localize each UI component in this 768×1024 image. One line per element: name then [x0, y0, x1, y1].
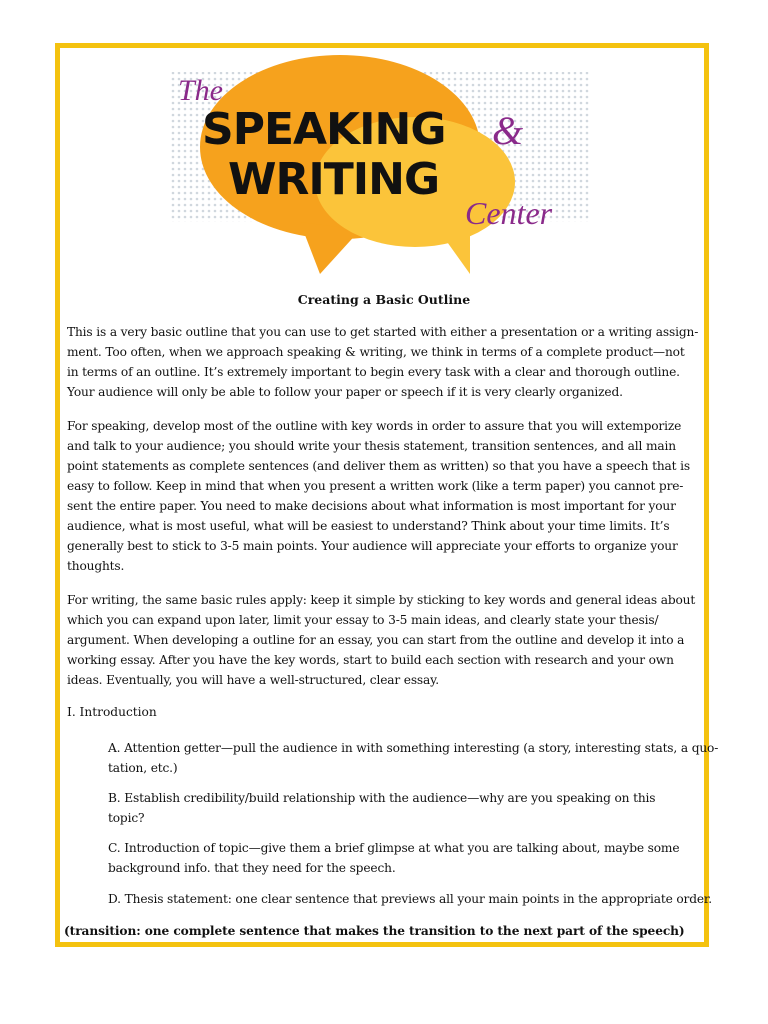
text-line: thoughts.	[67, 559, 125, 573]
writing-paragraph	[67, 590, 707, 690]
transition-note: (transition: one complete sentence that makes the transition to the next part of the speech)	[64, 924, 685, 938]
outline-item-c	[108, 838, 708, 878]
text-line: easy to follow. Keep in mind that when you present a written work (like a term paper) you cannot pre-	[67, 479, 684, 493]
text-line: point statements as complete sentences (and deliver them as written) so that you have a speech that is	[67, 459, 690, 473]
text-line: This is a very basic outline that you can use to get started with either a presentation or a writing assign-	[67, 325, 699, 339]
speaking-writing-center-logo	[170, 52, 590, 277]
text-line: which you can expand upon later, limit your essay to 3-5 main ideas, and clearly state your thesis/	[67, 613, 659, 627]
text-line: For writing, the same basic rules apply: keep it simple by sticking to key words and general ideas about	[67, 593, 696, 607]
outline-heading: I. Introduction	[67, 705, 157, 719]
intro-paragraph	[67, 322, 707, 402]
outline-item-d	[108, 889, 712, 909]
text-line: D. Thesis statement: one clear sentence that previews all your main points in the appropriate order.	[108, 892, 712, 906]
logo-writing: WRITING	[228, 154, 440, 205]
outline-item-b	[108, 788, 708, 828]
text-line: C. Introduction of topic—give them a brief glimpse at what you are talking about, maybe some	[108, 841, 680, 855]
text-line: working essay. After you have the key words, start to build each section with research and your own	[67, 653, 674, 667]
text-line: B. Establish credibility/build relationship with the audience—why are you speaking on this	[108, 791, 656, 805]
document-title: Creating a Basic Outline	[297, 292, 471, 307]
text-line: ment. Too often, when we approach speaking & writing, we think in terms of a complete product—not	[67, 345, 685, 359]
text-line: A. Attention getter—pull the audience in with something interesting (a story, interesting stats, a quo-	[108, 741, 719, 755]
text-line: argument. When developing a outline for an essay, you can start from the outline and develop it into a	[67, 633, 685, 647]
text-line: sent the entire paper. You need to make decisions about what information is most important for your	[67, 499, 676, 513]
text-line: tation, etc.)	[108, 761, 178, 775]
speaking-paragraph	[67, 416, 707, 576]
text-line: ideas. Eventually, you will have a well-structured, clear essay.	[67, 673, 439, 687]
text-line: background info. that they need for the speech.	[108, 861, 396, 875]
logo-ampersand: &	[492, 108, 524, 153]
text-line: For speaking, develop most of the outline with key words in order to assure that you will extemporize	[67, 419, 682, 433]
text-line: in terms of an outline. It’s extremely important to begin every task with a clear and thorough outline.	[67, 365, 680, 379]
logo-speaking: SPEAKING	[202, 104, 446, 155]
logo-center: Center	[465, 195, 553, 231]
text-line: generally best to stick to 3-5 main points. Your audience will appreciate your efforts to organize your	[67, 539, 678, 553]
text-line: Your audience will only be able to follow your paper or speech if it is very clearly organized.	[67, 385, 623, 399]
outline-item-a	[108, 738, 719, 778]
logo-the: The	[178, 74, 223, 107]
text-line: topic?	[108, 811, 145, 825]
text-line: audience, what is most useful, what will be easiest to understand? Think about your time limits. It’s	[67, 519, 670, 533]
text-line: and talk to your audience; you should write your thesis statement, transition sentences, and all main	[67, 439, 676, 453]
